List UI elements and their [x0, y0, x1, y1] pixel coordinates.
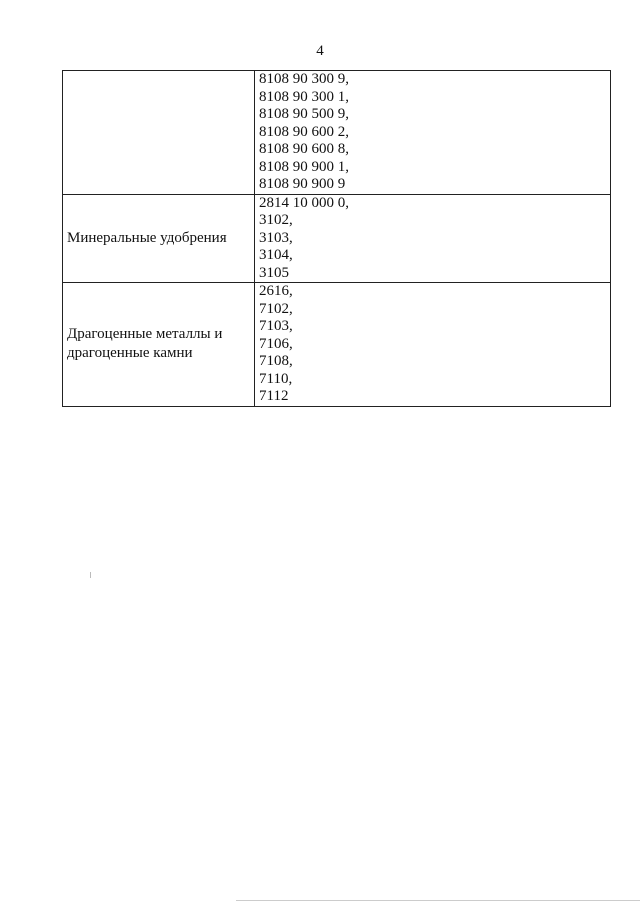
code-line: 8108 90 300 1, [259, 88, 349, 105]
codes-cell [255, 71, 611, 195]
code-line: 7108, [259, 353, 293, 369]
category-cell: Драгоценные металлы и драгоценные камни [63, 283, 255, 407]
code-line: 7110, [259, 370, 293, 387]
codes-table [62, 70, 611, 407]
code-line: 8108 90 600 8, [259, 141, 349, 157]
code-line: 8108 90 300 9, [259, 71, 349, 87]
code-line: 3103, [259, 229, 293, 246]
codes-cell [255, 283, 611, 407]
code-line: 8108 90 600 2, [259, 123, 349, 140]
code-line: 2814 10 000 0, [259, 194, 349, 211]
scan-artifact-mark [90, 572, 91, 578]
code-line: 8108 90 900 9 [259, 176, 346, 192]
category-cell: Минеральные удобрения [63, 194, 255, 283]
code-line: 3102, [259, 212, 293, 228]
code-line: 3104, [259, 247, 293, 263]
code-line: 7103, [259, 318, 293, 334]
code-line: 8108 90 500 9, [259, 106, 349, 122]
code-line: 7112 [259, 388, 289, 404]
page-number: 4 [316, 43, 324, 59]
code-line: 7106, [259, 335, 293, 352]
table-row [63, 71, 611, 195]
code-line: 2616, [259, 283, 293, 299]
category-cell [63, 71, 255, 195]
scan-artifact-edge [236, 900, 640, 901]
code-line: 3105 [259, 264, 289, 281]
code-line: 8108 90 900 1, [259, 158, 349, 175]
table-row [63, 283, 611, 407]
codes-cell [255, 194, 611, 283]
code-line: 7102, [259, 300, 293, 317]
table-row [63, 194, 611, 283]
